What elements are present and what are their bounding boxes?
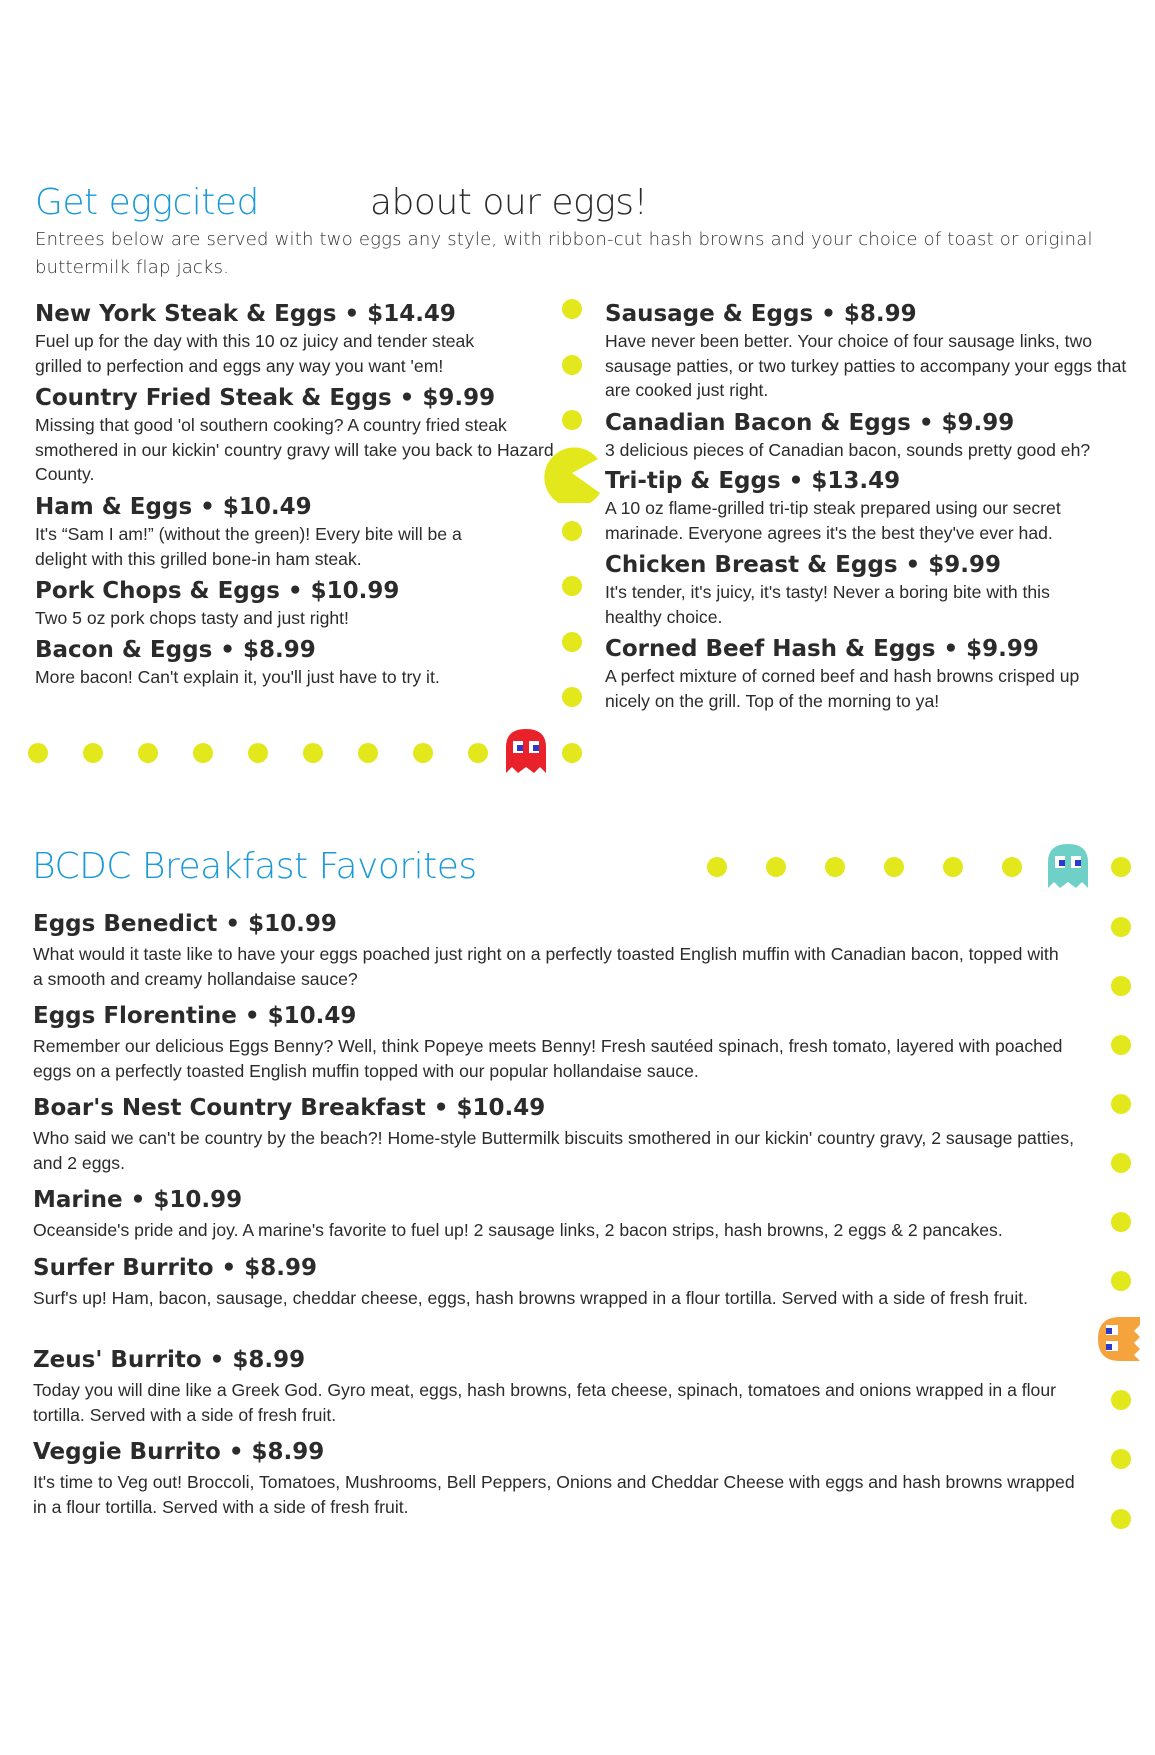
menu-item-title: Zeus' Burrito • $8.99 (33, 1347, 306, 1373)
menu-item-left-4 (35, 635, 555, 690)
pellet-dot (1111, 1094, 1131, 1114)
pellet-dot (562, 576, 582, 596)
menu-item-desc: Who said we can't be country by the beach?! Home-style Buttermilk biscuits smothered in our kickin' country gravy, 2 sausage patties, and 2 eggs. (33, 1128, 1074, 1173)
menu-item-right-1 (605, 408, 1140, 463)
pellet-dot (28, 743, 48, 763)
menu-item-desc: It's tender, it's juicy, it's tasty! Never a boring bite with this healthy choice. (605, 582, 1050, 627)
menu-item-title: Surfer Burrito • $8.99 (33, 1255, 317, 1281)
pellet-dot (248, 743, 268, 763)
menu-item-left-0 (35, 299, 555, 378)
eggs-section-title: Get eggcited (35, 182, 259, 223)
menu-item-title: Pork Chops & Eggs • $10.99 (35, 578, 400, 604)
pellet-dot (1111, 1212, 1131, 1232)
menu-item-desc: Two 5 oz pork chops tasty and just right! (35, 608, 349, 628)
pellet-dot (413, 743, 433, 763)
menu-item-desc: More bacon! Can't explain it, you'll just have to try it. (35, 667, 440, 687)
menu-item-title: New York Steak & Eggs • $14.49 (35, 301, 456, 327)
pellet-dot (1111, 917, 1131, 937)
menu-item-title: Ham & Eggs • $10.49 (35, 494, 312, 520)
menu-item-desc: It's time to Veg out! Broccoli, Tomatoes, Mushrooms, Bell Peppers, Onions and Cheddar Cheese with eggs and hash browns wrapped in a flour tortilla. Served with a side of fresh fruit. (33, 1472, 1075, 1517)
pellet-dot (1111, 1509, 1131, 1529)
menu-item-desc: Remember our delicious Eggs Benny? Well, think Popeye meets Benny! Fresh sautéed spinach, fresh tomato, layered with poached eggs on a perfectly toasted English muffin topped with our popular hollandaise sauce. (33, 1036, 1063, 1081)
red-ghost-icon (502, 727, 550, 777)
menu-item-desc: It's “Sam I am!” (without the green)! Every bite will be a delight with this grilled bone-in ham steak. (35, 524, 462, 569)
pellet-dot (562, 743, 582, 763)
eggs-intro-text: Entrees below are served with two eggs any style, with ribbon-cut hash browns and your choice of toast or original buttermilk flap jacks. (35, 229, 1093, 278)
pellet-dot (193, 743, 213, 763)
pellet-dot (1002, 857, 1022, 877)
menu-item-title: Sausage & Eggs • $8.99 (605, 301, 917, 327)
menu-item-right-0 (605, 299, 1140, 403)
pellet-dot (562, 521, 582, 541)
menu-item-right-4 (605, 634, 1140, 713)
pellet-dot (825, 857, 845, 877)
pellet-dot (707, 857, 727, 877)
menu-item-desc: Surf's up! Ham, bacon, sausage, cheddar cheese, eggs, hash browns wrapped in a flour tortilla. Served with a side of fresh fruit. (33, 1288, 1029, 1308)
menu-item-left-2 (35, 492, 555, 571)
pellet-dot (138, 743, 158, 763)
pellet-dot (562, 355, 582, 375)
menu-item-desc: Today you will dine like a Greek God. Gyro meat, eggs, hash browns, feta cheese, spinach, tomatoes and onions wrapped in a flour tortilla. Served with a side of fresh fruit. (33, 1380, 1056, 1425)
menu-item-desc: 3 delicious pieces of Canadian bacon, sounds pretty good eh? (605, 440, 1091, 460)
pellet-dot (562, 687, 582, 707)
pellet-dot (884, 857, 904, 877)
pellet-dot (1111, 976, 1131, 996)
favorites-item-5 (33, 1345, 1103, 1427)
favorites-item-2 (33, 1093, 1103, 1175)
menu-item-desc: Oceanside's pride and joy. A marine's favorite to fuel up! 2 sausage links, 2 bacon strips, hash browns, 2 eggs & 2 pancakes. (33, 1220, 1003, 1240)
pellet-dot (1111, 1271, 1131, 1291)
menu-item-desc: Missing that good 'ol southern cooking? A country fried steak smothered in our kickin' country gravy will take you back to Hazard County. (35, 415, 554, 484)
pellet-dot (1111, 1449, 1131, 1469)
menu-item-title: Marine • $10.99 (33, 1187, 243, 1213)
pellet-dot (468, 743, 488, 763)
favorites-section-title: BCDC Breakfast Favorites (32, 846, 477, 887)
menu-item-desc: Fuel up for the day with this 10 oz juicy and tender steak grilled to perfection and eggs any way you want 'em! (35, 331, 475, 376)
menu-item-title: Bacon & Eggs • $8.99 (35, 637, 316, 663)
favorites-item-3 (33, 1185, 1103, 1243)
menu-item-desc: Have never been better. Your choice of four sausage links, two sausage patties, or two turkey patties to accompany your eggs that are cooked just right. (605, 331, 1127, 400)
menu-item-right-2 (605, 466, 1140, 545)
menu-item-right-3 (605, 550, 1140, 629)
pellet-dot (943, 857, 963, 877)
favorites-item-1 (33, 1001, 1103, 1083)
pellet-dot (1111, 1035, 1131, 1055)
menu-item-title: Canadian Bacon & Eggs • $9.99 (605, 410, 1015, 436)
menu-item-desc: A 10 oz flame-grilled tri-tip steak prepared using our secret marinade. Everyone agrees it's the best they've ever had. (605, 498, 1061, 543)
menu-item-title: Veggie Burrito • $8.99 (33, 1439, 325, 1465)
menu-item-title: Boar's Nest Country Breakfast • $10.49 (33, 1095, 546, 1121)
pellet-dot (1111, 1390, 1131, 1410)
menu-item-left-3 (35, 576, 555, 631)
pellet-dot (766, 857, 786, 877)
menu-item-title: Eggs Benedict • $10.99 (33, 911, 337, 937)
favorites-item-0 (33, 909, 1103, 991)
pellet-dot (1111, 857, 1131, 877)
favorites-item-4 (33, 1253, 1103, 1311)
favorites-item-6 (33, 1437, 1103, 1519)
pellet-dot (303, 743, 323, 763)
cyan-ghost-icon (1044, 842, 1092, 892)
pellet-dot (83, 743, 103, 763)
menu-item-left-1 (35, 383, 555, 487)
menu-item-title: Chicken Breast & Eggs • $9.99 (605, 552, 1001, 578)
pacman-icon (540, 443, 604, 503)
pellet-dot (562, 410, 582, 430)
menu-item-title: Tri-tip & Eggs • $13.49 (605, 468, 901, 494)
menu-item-desc: What would it taste like to have your eggs poached just right on a perfectly toasted English muffin with Canadian bacon, topped with a smooth and creamy hollandaise sauce? (33, 944, 1059, 989)
pellet-dot (562, 632, 582, 652)
menu-item-title: Corned Beef Hash & Eggs • $9.99 (605, 636, 1039, 662)
pellet-dot (562, 299, 582, 319)
pellet-dot (1111, 1153, 1131, 1173)
pellet-dot (358, 743, 378, 763)
menu-item-title: Country Fried Steak & Eggs • $9.99 (35, 385, 496, 411)
menu-item-desc: A perfect mixture of corned beef and hash browns crisped up nicely on the grill. Top of the morning to ya! (605, 666, 1080, 711)
eggs-section-subtitle: about our eggs! (370, 182, 648, 223)
menu-item-title: Eggs Florentine • $10.49 (33, 1003, 357, 1029)
